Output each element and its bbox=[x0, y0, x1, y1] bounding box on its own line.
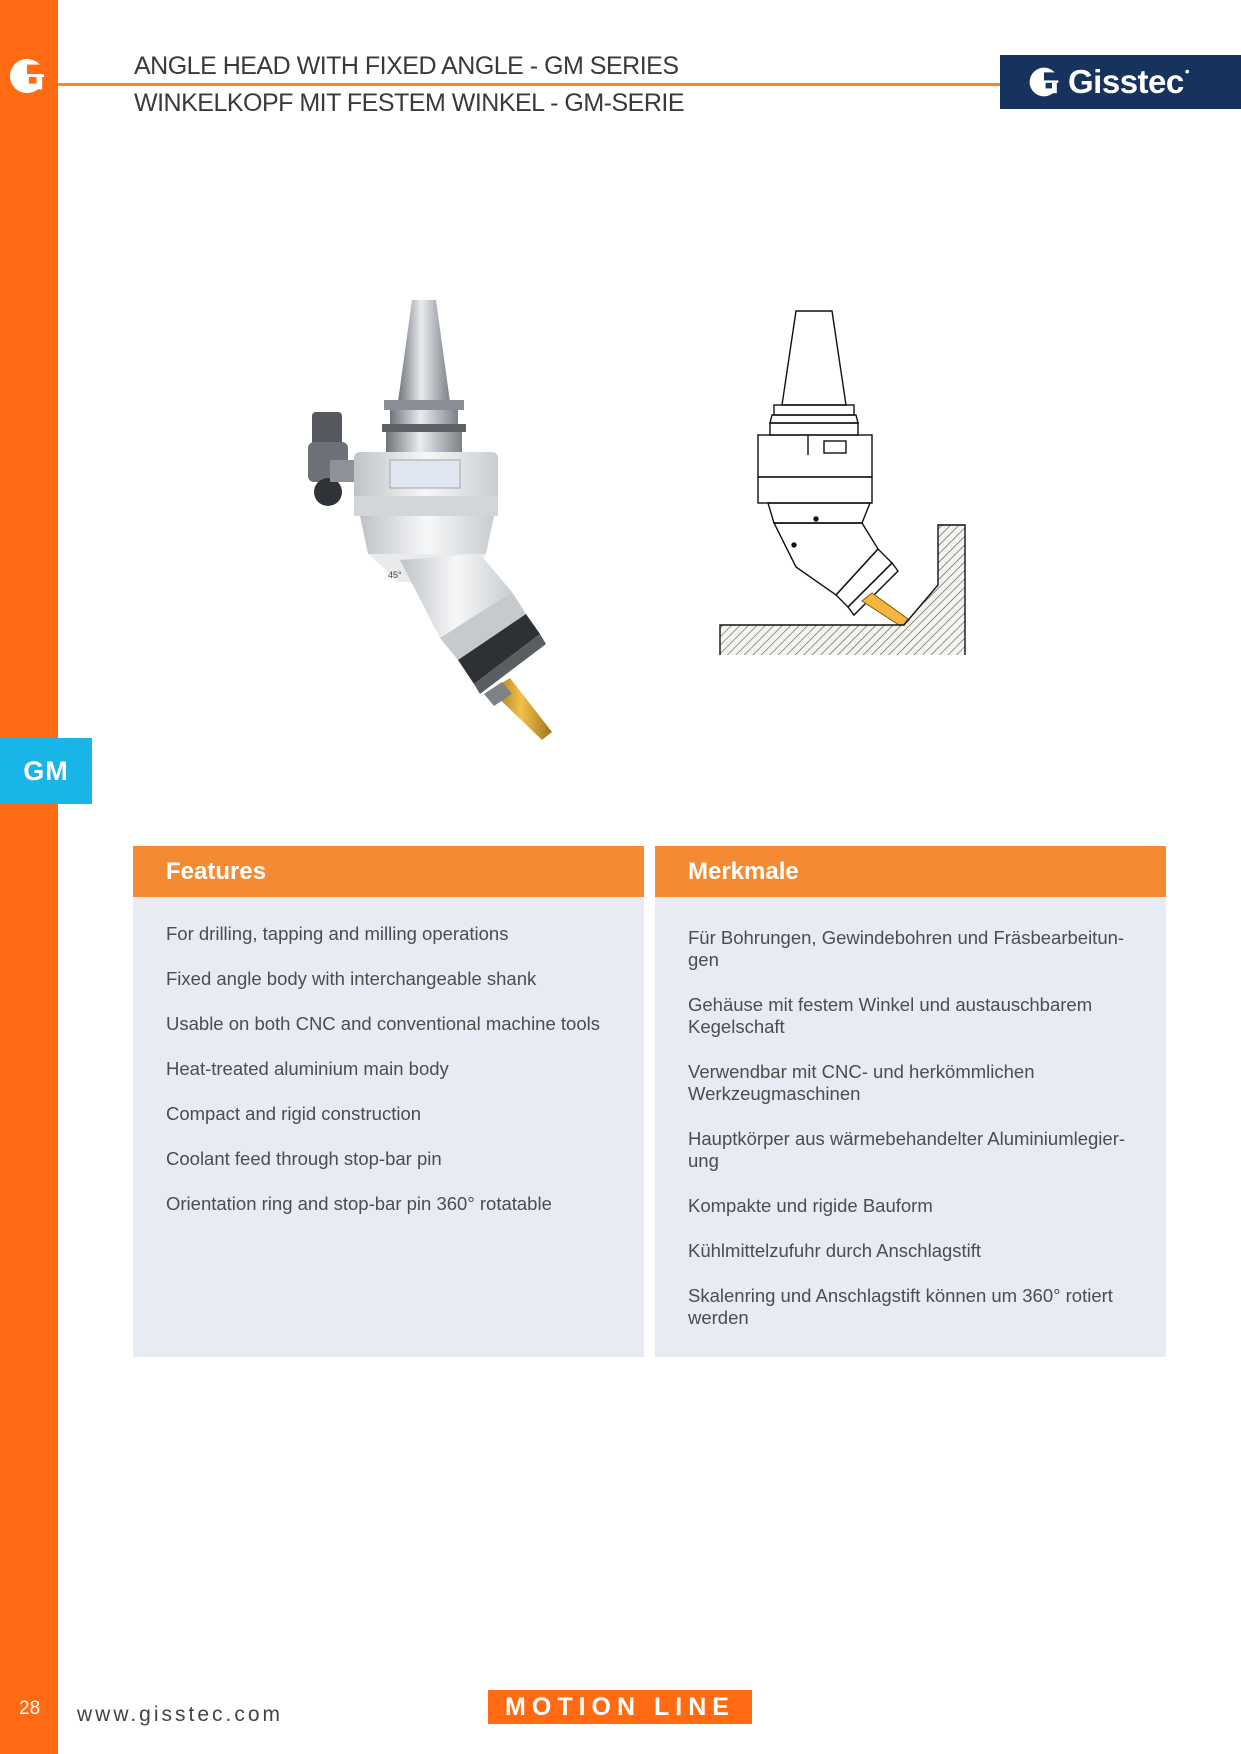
gisstec-logo-icon bbox=[1028, 66, 1060, 98]
list-item: Hauptkörper aus wärmebehandelter Aluminiumlegier-ung bbox=[688, 1128, 1126, 1171]
merkmale-panel bbox=[655, 846, 1166, 1357]
list-item: Usable on both CNC and conventional machine tools bbox=[166, 1013, 600, 1034]
merkmale-list bbox=[655, 897, 1166, 1329]
page-number: 28 bbox=[19, 1698, 41, 1719]
list-item: Kompakte und rigide Bauform bbox=[688, 1195, 933, 1216]
series-tab: GM bbox=[0, 738, 92, 804]
list-item: Gehäuse mit festem Winkel und austauschbarem Kegelschaft bbox=[688, 994, 1093, 1037]
motion-line-badge: MOTION LINE bbox=[488, 1690, 752, 1724]
angle-label: 45° bbox=[388, 570, 402, 580]
brand-name: Gisstec bbox=[1068, 63, 1184, 100]
list-item: Kühlmittelzufuhr durch Anschlagstift bbox=[688, 1240, 982, 1261]
header-rule bbox=[58, 83, 1000, 86]
list-item: Orientation ring and stop-bar pin 360° rotatable bbox=[166, 1193, 552, 1214]
page-title-en: ANGLE HEAD WITH FIXED ANGLE - GM SERIES bbox=[134, 52, 679, 80]
side-bar bbox=[0, 0, 58, 1754]
list-item: Compact and rigid construction bbox=[166, 1103, 422, 1124]
product-photo bbox=[290, 292, 620, 742]
list-item: Für Bohrungen, Gewindebohren und Fräsbearbeitun-gen bbox=[688, 927, 1125, 970]
features-panel bbox=[133, 846, 644, 1357]
list-item: Coolant feed through stop-bar pin bbox=[166, 1148, 442, 1169]
list-item: Heat-treated aluminium main body bbox=[166, 1058, 449, 1079]
gisstec-logo-icon bbox=[8, 57, 46, 95]
website-link[interactable]: www.gisstec.com bbox=[77, 1703, 284, 1726]
features-heading: Features bbox=[133, 846, 644, 897]
list-item: For drilling, tapping and milling operations bbox=[166, 923, 509, 944]
registered-mark: • bbox=[1184, 63, 1190, 79]
merkmale-heading: Merkmale bbox=[655, 846, 1166, 897]
list-item: Fixed angle body with interchangeable shank bbox=[166, 968, 537, 989]
list-item: Verwendbar mit CNC- und herkömmlichen Werkzeugmaschinen bbox=[688, 1061, 1035, 1104]
technical-drawing bbox=[712, 305, 982, 655]
features-list bbox=[133, 897, 644, 1215]
brand-logo bbox=[1000, 55, 1241, 109]
list-item: Skalenring und Anschlagstift können um 360° rotiert werden bbox=[688, 1285, 1113, 1328]
page-title-de: WINKELKOPF MIT FESTEM WINKEL - GM-SERIE bbox=[134, 89, 684, 117]
